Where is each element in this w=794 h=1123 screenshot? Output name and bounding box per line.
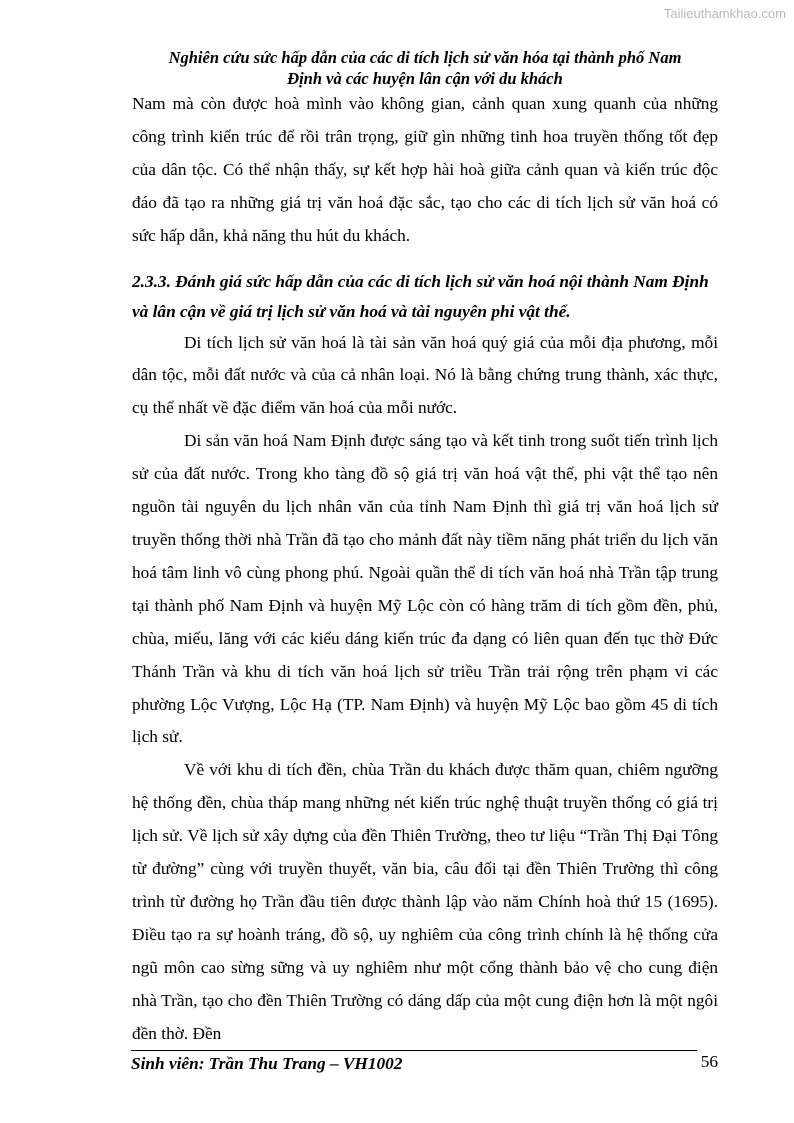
header-title-line-1: Nghiên cứu sức hấp dẫn của các di tích lịch sử văn hóa tại thành phố Nam: [168, 48, 682, 67]
watermark-text: Tailieuthamkhao.com: [663, 6, 786, 21]
section-heading: 2.3.3. Đánh giá sức hấp dẫn của các di tích lịch sử văn hoá nội thành Nam Định và lân cận về giá trị lịch sử văn hoá và tài nguyên phi vật thể.: [132, 271, 709, 321]
document-body: [132, 88, 718, 1050]
paragraph-continuation: Nam mà còn được hoà mình vào không gian, cảnh quan xung quanh của những công trình kiến trúc để rồi trân trọng, giữ gìn những tinh hoa truyền thống tốt đẹp của dân tộc. Có thể nhận thấy, sự kết hợp hài hoà giữa cảnh quan và kiến trúc độc đáo đã tạo ra những giá trị văn hoá đặc sắc, tạo cho các di tích lịch sử văn hoá có sức hấp dẫn, khả năng thu hút du khách.: [132, 94, 718, 245]
page-number: 56: [700, 1052, 718, 1071]
header-title-line-2: Định và các huyện lân cận với du khách: [287, 69, 563, 88]
footer-student-name: Sinh viên: Trần Thu Trang – VH1002: [131, 1054, 403, 1073]
paragraph: Di sản văn hoá Nam Định được sáng tạo và kết tinh trong suốt tiến trình lịch sử của đất nước. Trong kho tàng đồ sộ giá trị văn hoá vật thể, phi vật thể tạo nên nguồn tài nguyên du lịch nhân văn của tỉnh Nam Định thì giá trị văn hoá lịch sử truyền thống thời nhà Trần đã tạo cho mảnh đất này tiềm năng phát triển du lịch văn hoá tâm linh vô cùng phong phú. Ngoài quần thể di tích văn hoá nhà Trần tập trung tại thành phố Nam Định và huyện Mỹ Lộc còn có hàng trăm di tích gồm đền, phủ, chùa, miếu, lăng với các kiểu dáng kiến trúc đa dạng có liên quan đến tục thờ Đức Thánh Trần và khu di tích văn hoá lịch sử triều Trần trải rộng trên phạm vi các phường Lộc Vượng, Lộc Hạ (TP. Nam Định) và huyện Mỹ Lộc bao gồm 45 di tích lịch sử.: [132, 431, 718, 747]
paragraph: Về với khu di tích đền, chùa Trần du khách được thăm quan, chiêm ngưỡng hệ thống đền, chùa tháp mang những nét kiến trúc nghệ thuật truyền thống có giá trị lịch sử. Về lịch sử xây dựng của đền Thiên Trường, theo tư liệu “Trần Thị Đại Tông từ đường” cùng với truyền thuyết, văn bia, câu đối tại đền Thiên Trường thì công trình từ đường họ Trần đầu tiên được thành lập vào năm Chính hoà thứ 15 (1695). Điều tạo ra sự hoành tráng, đồ sộ, uy nghiêm của công trình chính là hệ thống cửa ngũ môn cao sừng sững và uy nghiêm như một cổng thành bảo vệ cho cung điện nhà Trần, tạo cho đền Thiên Trường có dáng dấp của một cung điện hơn là một ngôi đền thờ. Đền: [132, 760, 718, 1043]
paragraph: Di tích lịch sử văn hoá là tài sản văn hoá quý giá của mỗi địa phương, mỗi dân tộc, mỗi đất nước và của cả nhân loại. Nó là bằng chứng trung thành, xác thực, cụ thể nhất về đặc điểm văn hoá của mỗi nước.: [132, 332, 718, 418]
page-header: [131, 47, 719, 89]
footer-divider: [131, 1050, 697, 1051]
